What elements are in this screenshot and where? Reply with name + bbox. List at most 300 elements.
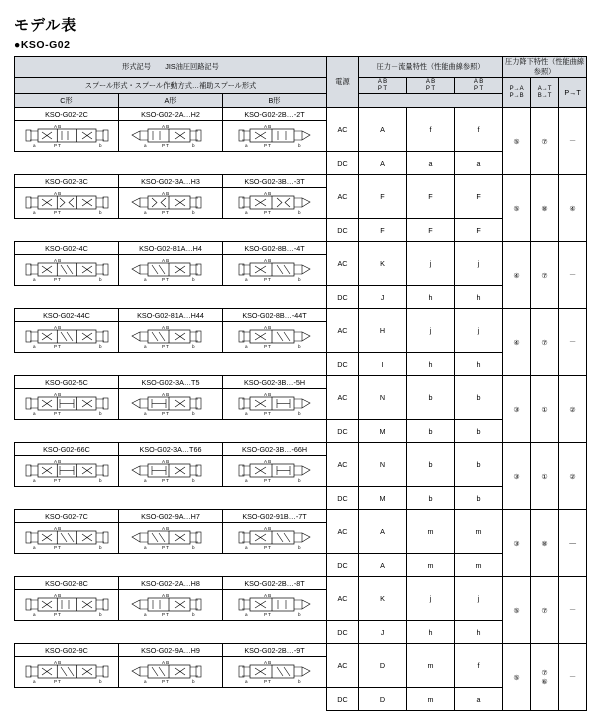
svg-text:P T: P T xyxy=(53,344,61,349)
flow-b-dc: m xyxy=(455,554,503,577)
flow-a-dc: h xyxy=(407,286,455,309)
port-a-1: A xyxy=(377,78,382,85)
flow-a-dc: h xyxy=(407,621,455,644)
drop-3: － xyxy=(559,510,587,577)
svg-text:P T: P T xyxy=(161,143,169,148)
table-row xyxy=(15,577,587,590)
svg-text:A B: A B xyxy=(263,325,271,330)
power-cell: AC xyxy=(327,577,359,621)
table-row xyxy=(15,510,587,523)
flow-a-dc: h xyxy=(407,353,455,376)
power-cell-dc: DC xyxy=(327,353,359,376)
header-col-b: B形 xyxy=(223,94,327,108)
page-subtitle: ●KSO-G02 xyxy=(14,39,71,51)
svg-text:A B: A B xyxy=(53,392,61,397)
power-cell: AC xyxy=(327,242,359,286)
svg-text:b: b xyxy=(98,344,102,349)
symbol-a-svg xyxy=(119,255,222,285)
svg-text:P T: P T xyxy=(161,545,169,550)
model-b: KSO-G02-91B…-7T xyxy=(223,510,327,523)
power-cell: AC xyxy=(327,443,359,487)
model-c: KSO-G02-5C xyxy=(15,376,119,389)
svg-text:a: a xyxy=(32,545,36,550)
svg-text:b: b xyxy=(191,210,195,215)
flow-a: F xyxy=(407,175,455,219)
model-c: KSO-G02-4C xyxy=(15,242,119,255)
flow-c-dc: I xyxy=(359,353,407,376)
svg-text:A B: A B xyxy=(161,593,169,598)
drop-2: ① xyxy=(531,443,559,510)
svg-text:a: a xyxy=(32,344,36,349)
svg-text:A B: A B xyxy=(161,325,169,330)
svg-text:A B: A B xyxy=(53,124,61,129)
svg-text:a: a xyxy=(32,143,36,148)
svg-text:a: a xyxy=(143,277,147,282)
symbol-b-svg xyxy=(223,322,326,352)
symbol-a-svg xyxy=(119,456,222,486)
flow-c: F xyxy=(359,175,407,219)
power-dc: DC xyxy=(337,158,348,168)
port-t-3: T xyxy=(479,85,484,92)
flow-b-dc: h xyxy=(455,621,503,644)
svg-text:P T: P T xyxy=(53,679,61,684)
svg-text:A B: A B xyxy=(263,191,271,196)
svg-text:a: a xyxy=(32,411,36,416)
header-drop-pa-pb xyxy=(503,78,531,108)
svg-text:b: b xyxy=(191,143,195,148)
header-flow-char: 圧力－流量特性（性能曲線参照） xyxy=(359,57,503,78)
power-ac: AC xyxy=(337,125,348,134)
table-row xyxy=(15,242,587,255)
flow-a-val: f xyxy=(429,125,432,134)
flow-c-dc: D xyxy=(359,688,407,711)
svg-text:a: a xyxy=(244,411,248,416)
svg-text:a: a xyxy=(244,545,248,550)
power-cell: AC xyxy=(327,510,359,554)
drop-3: － xyxy=(559,577,587,644)
model-c: KSO-G02-44C xyxy=(15,309,119,322)
flow-c: H xyxy=(359,309,407,353)
symbol-c xyxy=(15,121,119,152)
power-cell: AC xyxy=(327,309,359,353)
header-code-group: 形式記号 JIS油圧回路記号 xyxy=(15,57,327,78)
svg-text:a: a xyxy=(32,277,36,282)
drop-bt: B→T xyxy=(537,92,552,99)
svg-text:A B: A B xyxy=(161,124,169,129)
symbol-b-svg xyxy=(223,590,326,620)
model-a: KSO-G02-2A…H2 xyxy=(119,108,223,121)
svg-text:P T: P T xyxy=(161,679,169,684)
svg-text:a: a xyxy=(143,478,147,483)
flow-a: b xyxy=(407,376,455,420)
model-c: KSO-G02-8C xyxy=(15,577,119,590)
flow-b-dc: b xyxy=(455,487,503,510)
flow-a: m xyxy=(407,510,455,554)
symbol-b-svg xyxy=(223,121,326,151)
svg-text:P T: P T xyxy=(53,411,61,416)
flow-a-dc: a xyxy=(407,152,455,175)
table-row xyxy=(15,175,587,188)
symbol-c xyxy=(15,590,119,621)
symbol-a-svg xyxy=(119,121,222,151)
flow-c-dc: A xyxy=(359,152,407,175)
svg-text:P T: P T xyxy=(53,143,61,148)
model-b: KSO-G02-8B…-44T xyxy=(223,309,327,322)
symbol-a xyxy=(119,121,223,152)
port-t-2: T xyxy=(431,85,436,92)
power-cell: AC xyxy=(327,175,359,219)
svg-text:a: a xyxy=(32,679,36,684)
flow-b: b xyxy=(455,376,503,420)
symbol-b-svg xyxy=(223,657,326,687)
symbol-b-svg xyxy=(223,523,326,553)
flow-b: j xyxy=(455,242,503,286)
drop-1: ⑤ xyxy=(503,577,531,644)
header-drop-at-bt xyxy=(531,78,559,108)
svg-text:a: a xyxy=(244,612,248,617)
drop-2: ① xyxy=(531,376,559,443)
symbol-b-svg xyxy=(223,255,326,285)
drop-at: A→T xyxy=(537,85,552,92)
svg-text:A B: A B xyxy=(53,660,61,665)
port-b-3: B xyxy=(479,78,484,85)
header-port-pair-2 xyxy=(407,78,455,94)
drop-pa: P→A xyxy=(509,85,524,92)
symbol-c xyxy=(15,255,119,286)
svg-text:A B: A B xyxy=(263,392,271,397)
drop-3: ② xyxy=(559,443,587,510)
flow-b: F xyxy=(455,175,503,219)
model-a: KSO-G02-3A…T5 xyxy=(119,376,223,389)
power-cell-dc: DC xyxy=(327,487,359,510)
model-a: KSO-G02-3A…T66 xyxy=(119,443,223,456)
table-row xyxy=(15,688,587,711)
model-a: KSO-G02-81A…H44 xyxy=(119,309,223,322)
flow-b-dc: h xyxy=(455,353,503,376)
svg-text:b: b xyxy=(191,277,195,282)
port-a-3: A xyxy=(473,78,478,85)
header-port-pair-3 xyxy=(455,78,503,94)
model-a: KSO-G02-3A…H3 xyxy=(119,175,223,188)
symbol-c xyxy=(15,389,119,420)
model-c: KSO-G02-3C xyxy=(15,175,119,188)
symbol-c-svg xyxy=(15,590,118,620)
symbol-c-svg xyxy=(15,121,118,151)
svg-text:a: a xyxy=(244,478,248,483)
model-b: KSO-G02-8B…-4T xyxy=(223,242,327,255)
svg-text:P T: P T xyxy=(263,277,271,282)
svg-text:b: b xyxy=(191,679,195,684)
svg-text:a: a xyxy=(143,612,147,617)
svg-text:A B: A B xyxy=(263,459,271,464)
svg-text:A B: A B xyxy=(161,392,169,397)
flow-b-dc: h xyxy=(455,286,503,309)
symbol-a-svg xyxy=(119,523,222,553)
drop-1: ④ xyxy=(503,309,531,376)
table-row xyxy=(15,353,587,376)
svg-text:P T: P T xyxy=(263,344,271,349)
table-row xyxy=(15,108,587,121)
model-b: KSO-G02-2B…-2T xyxy=(223,108,327,121)
svg-text:b: b xyxy=(297,679,301,684)
svg-text:b: b xyxy=(191,478,195,483)
table-row xyxy=(15,644,587,657)
drop-2: ⑦ xyxy=(531,108,559,175)
svg-text:b: b xyxy=(297,411,301,416)
flow-b-dc: b xyxy=(455,420,503,443)
table-row xyxy=(15,443,587,456)
flow-b: j xyxy=(455,309,503,353)
svg-text:a: a xyxy=(143,143,147,148)
svg-text:A B: A B xyxy=(263,660,271,665)
svg-text:b: b xyxy=(98,478,102,483)
svg-text:P T: P T xyxy=(53,545,61,550)
table-row xyxy=(15,219,587,242)
svg-text:b: b xyxy=(98,210,102,215)
flow-c: A xyxy=(359,510,407,554)
port-p-3: P xyxy=(473,85,478,92)
drop-3: － xyxy=(559,644,587,711)
symbol-c-svg xyxy=(15,456,118,486)
model-a: KSO-G02-9A…H7 xyxy=(119,510,223,523)
svg-text:A B: A B xyxy=(263,593,271,598)
power-cell-dc: DC xyxy=(327,554,359,577)
flow-a: j xyxy=(407,242,455,286)
symbol-b xyxy=(223,523,327,554)
flow-b xyxy=(455,108,503,152)
svg-text:b: b xyxy=(297,612,301,617)
drop-3: － xyxy=(559,309,587,376)
svg-text:a: a xyxy=(244,210,248,215)
svg-text:P T: P T xyxy=(263,478,271,483)
model-b: KSO-G02-3B…-5H xyxy=(223,376,327,389)
table-body xyxy=(15,108,587,711)
svg-text:b: b xyxy=(98,411,102,416)
drop-1: ③ xyxy=(503,376,531,443)
flow-a: j xyxy=(407,309,455,353)
flow-c-dc: F xyxy=(359,219,407,242)
symbol-a xyxy=(119,322,223,353)
symbol-c xyxy=(15,523,119,554)
model-c: KSO-G02-9C xyxy=(15,644,119,657)
svg-text:P T: P T xyxy=(161,478,169,483)
flow-a: m xyxy=(407,644,455,688)
flow-c: N xyxy=(359,376,407,420)
symbol-a xyxy=(119,523,223,554)
flow-c-dc: A xyxy=(359,554,407,577)
flow-a-dc: m xyxy=(407,554,455,577)
drop-3: ④ xyxy=(559,175,587,242)
port-p-1: P xyxy=(377,85,382,92)
svg-text:a: a xyxy=(143,344,147,349)
symbol-a xyxy=(119,657,223,688)
svg-text:A B: A B xyxy=(53,191,61,196)
svg-text:P T: P T xyxy=(263,679,271,684)
header-flow-sub xyxy=(359,94,503,108)
symbol-a xyxy=(119,590,223,621)
power-cell: AC xyxy=(327,376,359,420)
flow-a: j xyxy=(407,577,455,621)
svg-text:A B: A B xyxy=(161,191,169,196)
drop-2: ⑦ xyxy=(531,309,559,376)
svg-text:b: b xyxy=(191,545,195,550)
drop-2: ⑧ xyxy=(531,510,559,577)
drop-pb: P→B xyxy=(509,92,524,99)
symbol-b-svg xyxy=(223,456,326,486)
drop-2-stacked xyxy=(531,644,559,711)
svg-text:b: b xyxy=(191,612,195,617)
model-c: KSO-G02-2C xyxy=(15,108,119,121)
flow-b-val: f xyxy=(477,125,480,134)
drop-3: ② xyxy=(559,376,587,443)
svg-text:P T: P T xyxy=(161,411,169,416)
symbol-a xyxy=(119,389,223,420)
svg-text:A B: A B xyxy=(53,526,61,531)
drop-2: ⑦ xyxy=(531,577,559,644)
table-row xyxy=(15,487,587,510)
symbol-b-svg xyxy=(223,389,326,419)
header-drop-char: 圧力降下特性（性能曲線参照） xyxy=(503,57,587,78)
svg-text:A B: A B xyxy=(53,258,61,263)
port-b-1: B xyxy=(383,78,388,85)
svg-text:P T: P T xyxy=(161,612,169,617)
symbol-a xyxy=(119,188,223,219)
model-b: KSO-G02-2B…-8T xyxy=(223,577,327,590)
power-cell-dc: DC xyxy=(327,688,359,711)
symbol-a xyxy=(119,456,223,487)
drop-1: ④ xyxy=(503,242,531,309)
svg-text:b: b xyxy=(297,143,301,148)
symbol-a-svg xyxy=(119,188,222,218)
drop-3: － xyxy=(559,108,587,175)
svg-text:A B: A B xyxy=(263,258,271,263)
flow-c: N xyxy=(359,443,407,487)
flow-b-dc: F xyxy=(455,219,503,242)
svg-text:b: b xyxy=(297,478,301,483)
svg-text:b: b xyxy=(297,277,301,282)
svg-text:P T: P T xyxy=(161,344,169,349)
table-row xyxy=(15,376,587,389)
flow-c xyxy=(359,108,407,152)
model-b: KSO-G02-3B…-3T xyxy=(223,175,327,188)
symbol-c-svg xyxy=(15,523,118,553)
flow-a xyxy=(407,108,455,152)
flow-a-dc: b xyxy=(407,487,455,510)
svg-text:P T: P T xyxy=(263,143,271,148)
table-row xyxy=(15,554,587,577)
symbol-c-svg xyxy=(15,657,118,687)
svg-text:a: a xyxy=(244,679,248,684)
drop-3: － xyxy=(559,242,587,309)
drop-1: ⑤ xyxy=(503,108,531,175)
power-cell-dc: DC xyxy=(327,420,359,443)
svg-text:b: b xyxy=(98,277,102,282)
drop-1: ⑤ xyxy=(503,644,531,711)
svg-text:P T: P T xyxy=(53,478,61,483)
port-p-2: P xyxy=(425,85,430,92)
symbol-c-svg xyxy=(15,322,118,352)
svg-text:a: a xyxy=(244,277,248,282)
flow-b: f xyxy=(455,644,503,688)
svg-text:b: b xyxy=(297,210,301,215)
svg-text:A B: A B xyxy=(263,124,271,129)
port-t-1: T xyxy=(383,85,388,92)
svg-text:a: a xyxy=(32,612,36,617)
svg-text:A B: A B xyxy=(161,258,169,263)
model-b: KSO-G02-3B…-66H xyxy=(223,443,327,456)
svg-text:P T: P T xyxy=(263,411,271,416)
symbol-b xyxy=(223,456,327,487)
flow-b: m xyxy=(455,510,503,554)
symbol-b xyxy=(223,389,327,420)
svg-text:A B: A B xyxy=(161,526,169,531)
svg-text:a: a xyxy=(32,210,36,215)
header-col-c: C形 xyxy=(15,94,119,108)
flow-c-val: A xyxy=(380,125,385,134)
table-row xyxy=(15,420,587,443)
svg-text:b: b xyxy=(98,545,102,550)
model-a: KSO-G02-9A…H9 xyxy=(119,644,223,657)
header-spool-desc: スプール形式・スプール作動方式…補助スプール形式 xyxy=(15,78,327,94)
flow-c-dc: M xyxy=(359,487,407,510)
symbol-a-svg xyxy=(119,389,222,419)
model-c: KSO-G02-7C xyxy=(15,510,119,523)
flow-b-dc: a xyxy=(455,688,503,711)
flow-c: K xyxy=(359,242,407,286)
power-cell-dc: DC xyxy=(327,219,359,242)
svg-text:A B: A B xyxy=(263,526,271,531)
symbol-b xyxy=(223,322,327,353)
power-cell: AC xyxy=(327,644,359,688)
drop-2b: ⑥ xyxy=(541,677,548,686)
drop-2: ⑧ xyxy=(531,175,559,242)
flow-a-dc: F xyxy=(407,219,455,242)
header-power: 電源 xyxy=(327,57,359,108)
svg-text:P T: P T xyxy=(53,612,61,617)
svg-text:A B: A B xyxy=(53,325,61,330)
flow-b: j xyxy=(455,577,503,621)
svg-text:a: a xyxy=(143,545,147,550)
header-port-pair-1 xyxy=(359,78,407,94)
svg-text:P T: P T xyxy=(53,277,61,282)
svg-text:a: a xyxy=(143,411,147,416)
table-row xyxy=(15,621,587,644)
power-cell-dc: DC xyxy=(327,621,359,644)
svg-text:b: b xyxy=(191,344,195,349)
symbol-c xyxy=(15,322,119,353)
svg-text:a: a xyxy=(143,210,147,215)
symbol-c-svg xyxy=(15,255,118,285)
drop-1: ⑤ xyxy=(503,175,531,242)
svg-text:A B: A B xyxy=(161,459,169,464)
svg-text:A B: A B xyxy=(53,593,61,598)
flow-c: K xyxy=(359,577,407,621)
symbol-a xyxy=(119,255,223,286)
symbol-b xyxy=(223,188,327,219)
symbol-c-svg xyxy=(15,188,118,218)
flow-a-dc: m xyxy=(407,688,455,711)
svg-text:a: a xyxy=(244,344,248,349)
svg-text:b: b xyxy=(297,545,301,550)
svg-text:A B: A B xyxy=(161,660,169,665)
model-a: KSO-G02-81A…H4 xyxy=(119,242,223,255)
symbol-b xyxy=(223,590,327,621)
drop-2: ⑦ xyxy=(531,242,559,309)
symbol-c xyxy=(15,188,119,219)
page-title: モデル表 xyxy=(14,17,78,34)
drop-2a: ⑦ xyxy=(541,668,548,677)
flow-b: b xyxy=(455,443,503,487)
